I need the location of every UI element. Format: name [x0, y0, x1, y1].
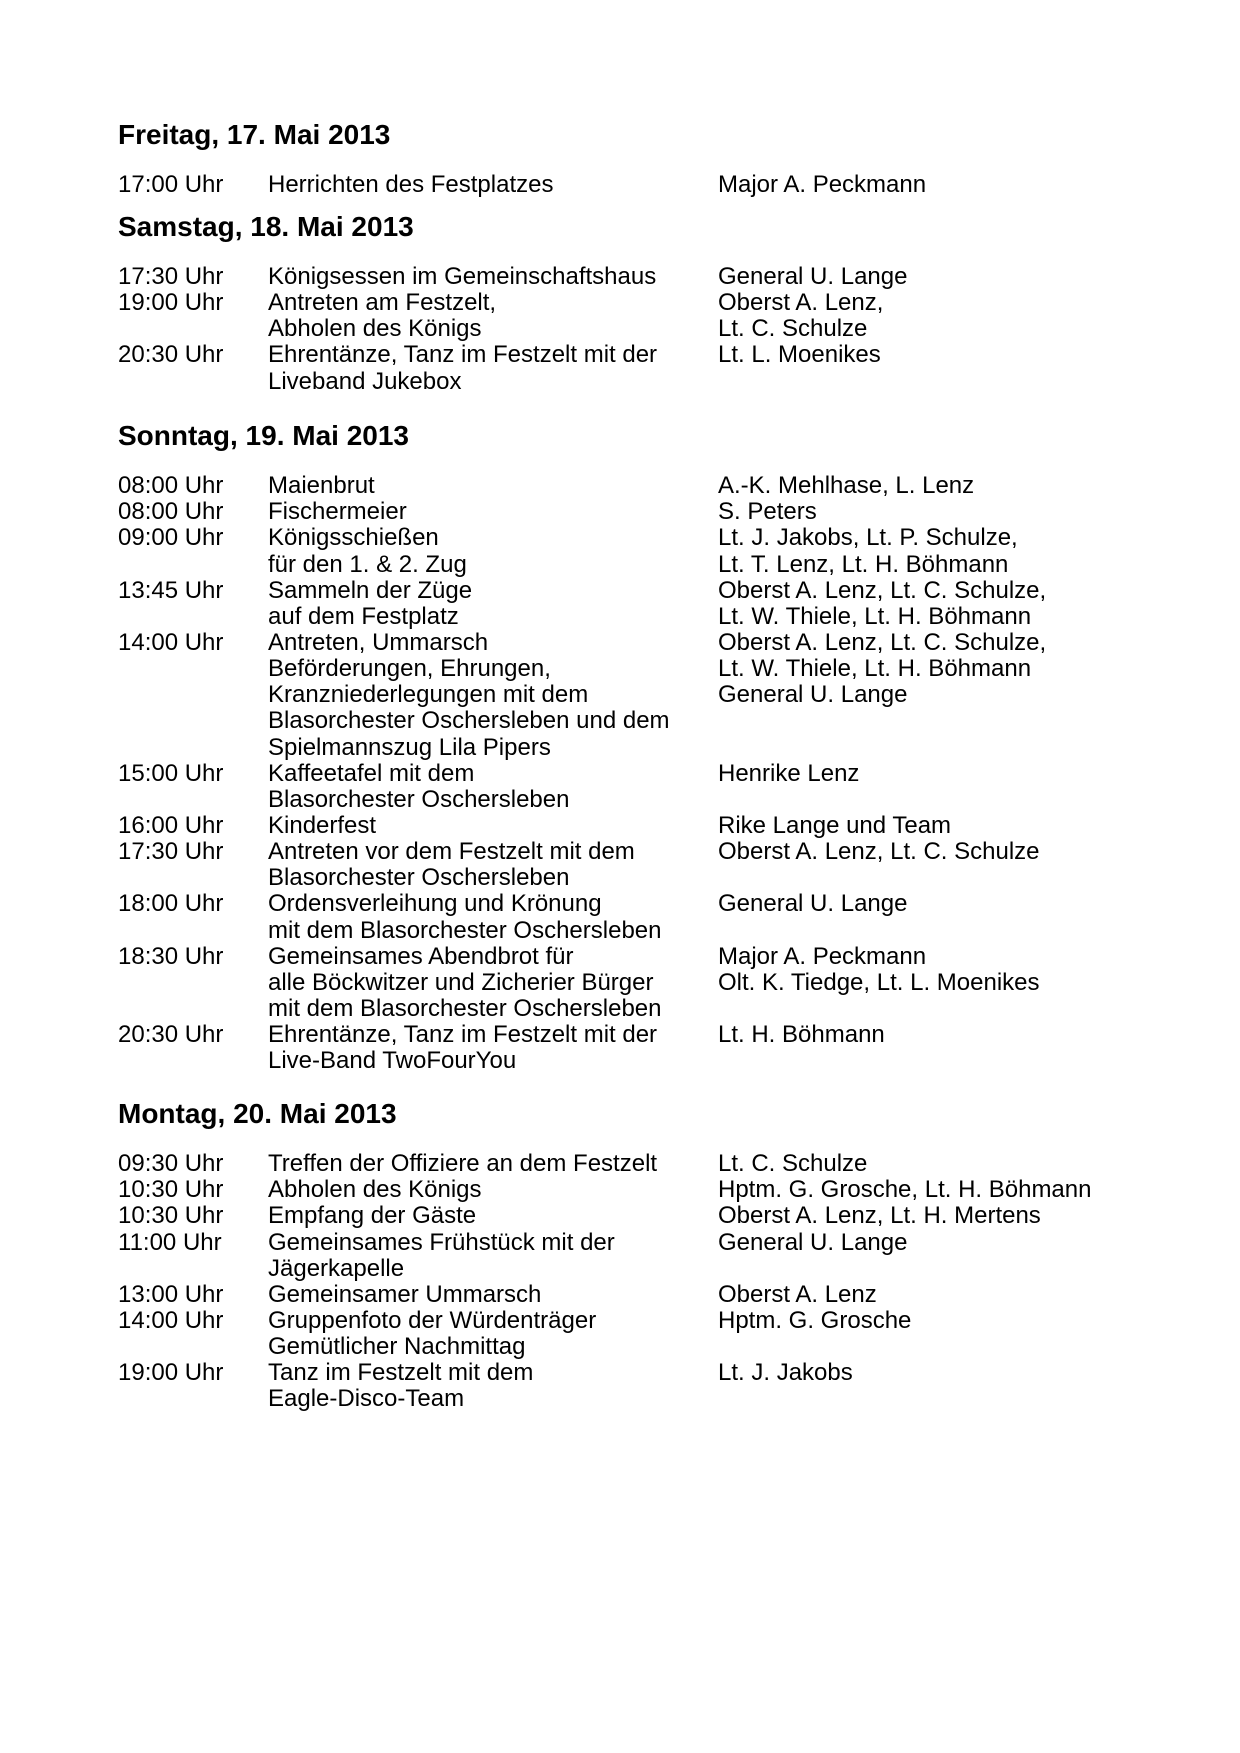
schedule-time: 19:00 Uhr: [118, 289, 224, 317]
schedule-event: Live-Band TwoFourYou: [268, 1047, 517, 1075]
schedule-person: Hptm. G. Grosche, Lt. H. Böhmann: [718, 1176, 1092, 1204]
schedule-time: 09:30 Uhr: [118, 1150, 224, 1177]
schedule-event: Königsessen im Gemeinschaftshaus: [268, 263, 657, 290]
schedule-event: Gruppenfoto der Würdenträger: [268, 1306, 597, 1334]
schedule-row: [118, 863, 1218, 892]
schedule-time: 18:30 Uhr: [118, 942, 224, 970]
schedule-person: A.-K. Mehlhase, L. Lenz: [718, 472, 975, 499]
schedule-row: [118, 1020, 1218, 1049]
schedule-event: Gemeinsames Abendbrot für: [268, 942, 574, 970]
schedule-event: Blasorchester Oschersleben: [268, 785, 570, 813]
schedule-time: 08:00 Uhr: [118, 498, 224, 526]
schedule-person: Lt. J. Jakobs: [718, 1359, 853, 1387]
schedule-event: Königsschießen: [268, 524, 439, 552]
schedule-row: [118, 916, 1218, 945]
schedule-row: [118, 367, 1218, 396]
schedule-event: Sammeln der Züge: [268, 576, 473, 604]
schedule-row: [118, 1254, 1218, 1283]
schedule-row: [118, 550, 1218, 579]
schedule-time: 20:30 Uhr: [118, 1021, 224, 1049]
schedule-event: Ehrentänze, Tanz im Festzelt mit der: [268, 341, 658, 369]
schedule-person: Oberst A. Lenz, Lt. C. Schulze,: [718, 628, 1047, 656]
schedule-time: 08:00 Uhr: [118, 472, 224, 499]
schedule-row: [118, 1228, 1218, 1257]
schedule-time: 16:00 Uhr: [118, 812, 224, 839]
schedule-person: Lt. H. Böhmann: [718, 1021, 885, 1049]
schedule-event: Liveband Jukebox: [268, 367, 462, 395]
schedule-event: Fischermeier: [268, 498, 407, 526]
schedule-person: Lt. C. Schulze: [718, 1150, 868, 1177]
schedule-row: [118, 889, 1218, 918]
schedule-row: [118, 314, 1218, 343]
schedule-person: Lt. L. Moenikes: [718, 341, 881, 369]
schedule-time: 15:00 Uhr: [118, 759, 224, 787]
schedule-row: [118, 1175, 1218, 1204]
schedule-row: [118, 837, 1218, 866]
schedule-event: Herrichten des Festplatzes: [268, 171, 554, 198]
schedule-person: Oberst A. Lenz, Lt. C. Schulze: [718, 838, 1040, 866]
schedule-time: 13:00 Uhr: [118, 1280, 224, 1308]
schedule-person: Hptm. G. Grosche: [718, 1306, 912, 1334]
schedule-time: 10:30 Uhr: [118, 1176, 224, 1204]
schedule-event: Gemeinsamer Ummarsch: [268, 1280, 542, 1308]
schedule-person: Lt. T. Lenz, Lt. H. Böhmann: [718, 550, 1009, 578]
schedule-person: Henrike Lenz: [718, 759, 860, 787]
schedule-row: [118, 497, 1218, 526]
schedule-person: Oberst A. Lenz, Lt. C. Schulze,: [718, 576, 1047, 604]
schedule-event: Maienbrut: [268, 472, 375, 499]
schedule-person: Lt. J. Jakobs, Lt. P. Schulze,: [718, 524, 1018, 552]
schedule-event: Kinderfest: [268, 812, 377, 839]
schedule-event: Antreten am Festzelt,: [268, 289, 497, 317]
schedule-time: 14:00 Uhr: [118, 1306, 224, 1334]
schedule-event: Ehrentänze, Tanz im Festzelt mit der: [268, 1021, 658, 1049]
day-heading: Montag, 20. Mai 2013: [118, 1098, 397, 1129]
schedule-time: 09:00 Uhr: [118, 524, 224, 552]
schedule-event: Gemeinsames Frühstück mit der: [268, 1228, 615, 1256]
schedule-row: [118, 1384, 1218, 1413]
schedule-event: Blasorchester Oschersleben und dem: [268, 707, 670, 735]
day-heading: Freitag, 17. Mai 2013: [118, 119, 391, 150]
schedule-event: Jägerkapelle: [268, 1254, 405, 1282]
schedule-event: mit dem Blasorchester Oschersleben: [268, 995, 662, 1022]
schedule-row: [118, 602, 1218, 631]
schedule-event: alle Böckwitzer und Zicherier Bürger: [268, 968, 654, 996]
schedule-row: [118, 1149, 1218, 1178]
schedule-person: Lt. W. Thiele, Lt. H. Böhmann: [718, 602, 1032, 630]
schedule-row: [118, 262, 1218, 291]
schedule-row: [118, 1201, 1218, 1230]
schedule-row: [118, 994, 1218, 1023]
schedule-event: auf dem Festplatz: [268, 602, 459, 630]
schedule-row: [118, 576, 1218, 605]
schedule-time: 18:00 Uhr: [118, 890, 224, 918]
schedule-event: Ordensverleihung und Krönung: [268, 890, 602, 918]
schedule-person: Rike Lange und Team: [718, 812, 952, 839]
schedule-row: [118, 1358, 1218, 1387]
schedule-event: Eagle-Disco-Team: [268, 1385, 465, 1413]
schedule-row: [118, 1046, 1218, 1075]
schedule-event: mit dem Blasorchester Oschersleben: [268, 916, 662, 944]
schedule-row: [118, 340, 1218, 369]
schedule-event: Abholen des Königs: [268, 315, 482, 343]
schedule-row: [118, 811, 1218, 840]
schedule-person: Major A. Peckmann: [718, 171, 927, 198]
schedule-time: 14:00 Uhr: [118, 628, 224, 656]
schedule-row: [118, 968, 1218, 997]
schedule-row: [118, 288, 1218, 317]
schedule-row: [118, 680, 1218, 709]
schedule-row: [118, 1332, 1218, 1361]
schedule-event: Empfang der Gäste: [268, 1202, 477, 1230]
schedule-time: 17:30 Uhr: [118, 838, 224, 866]
schedule-person: Lt. C. Schulze: [718, 315, 868, 343]
schedule-row: [118, 471, 1218, 500]
schedule-event: Kaffeetafel mit dem: [268, 759, 475, 787]
schedule-person: Major A. Peckmann: [718, 942, 927, 970]
schedule-event: Spielmannszug Lila Pipers: [268, 733, 551, 761]
schedule-event: für den 1. & 2. Zug: [268, 550, 467, 578]
schedule-time: 19:00 Uhr: [118, 1359, 224, 1387]
schedule-event: Beförderungen, Ehrungen,: [268, 655, 551, 682]
schedule-time: 11:00 Uhr: [118, 1228, 222, 1256]
schedule-row: [118, 733, 1218, 762]
schedule-event: Treffen der Offiziere an dem Festzelt: [268, 1150, 658, 1177]
schedule-event: Antreten, Ummarsch: [268, 628, 489, 656]
schedule-event: Kranzniederlegungen mit dem: [268, 681, 589, 709]
schedule-row: [118, 785, 1218, 814]
schedule-time: 10:30 Uhr: [118, 1202, 224, 1230]
day-heading: Samstag, 18. Mai 2013: [118, 211, 414, 242]
schedule-row: [118, 170, 1218, 199]
schedule-event: Abholen des Königs: [268, 1176, 482, 1204]
schedule-row: [118, 1306, 1218, 1335]
schedule-event: Tanz im Festzelt mit dem: [268, 1359, 534, 1387]
schedule-time: 17:30 Uhr: [118, 263, 224, 290]
schedule-time: 13:45 Uhr: [118, 576, 224, 604]
schedule-event: Blasorchester Oschersleben: [268, 864, 570, 892]
schedule-row: [118, 1280, 1218, 1309]
schedule-row: [118, 628, 1218, 657]
schedule-row: [118, 654, 1218, 683]
schedule-event: Gemütlicher Nachmittag: [268, 1333, 526, 1360]
schedule-person: Olt. K. Tiedge, Lt. L. Moenikes: [718, 968, 1040, 996]
schedule-person: S. Peters: [718, 498, 817, 526]
schedule-person: General U. Lange: [718, 263, 908, 290]
schedule-row: [118, 706, 1218, 735]
schedule-row: [118, 942, 1218, 971]
schedule-person: Oberst A. Lenz: [718, 1280, 877, 1308]
schedule-person: General U. Lange: [718, 1228, 908, 1256]
day-heading: Sonntag, 19. Mai 2013: [118, 420, 409, 451]
schedule-person: Oberst A. Lenz,: [718, 289, 884, 317]
schedule-person: General U. Lange: [718, 681, 908, 709]
schedule-row: [118, 523, 1218, 552]
schedule-time: 20:30 Uhr: [118, 341, 224, 369]
schedule-row: [118, 759, 1218, 788]
schedule-person: General U. Lange: [718, 890, 908, 918]
schedule-person: Oberst A. Lenz, Lt. H. Mertens: [718, 1202, 1041, 1230]
schedule-time: 17:00 Uhr: [118, 171, 224, 198]
schedule-person: Lt. W. Thiele, Lt. H. Böhmann: [718, 655, 1032, 682]
schedule-event: Antreten vor dem Festzelt mit dem: [268, 838, 635, 866]
